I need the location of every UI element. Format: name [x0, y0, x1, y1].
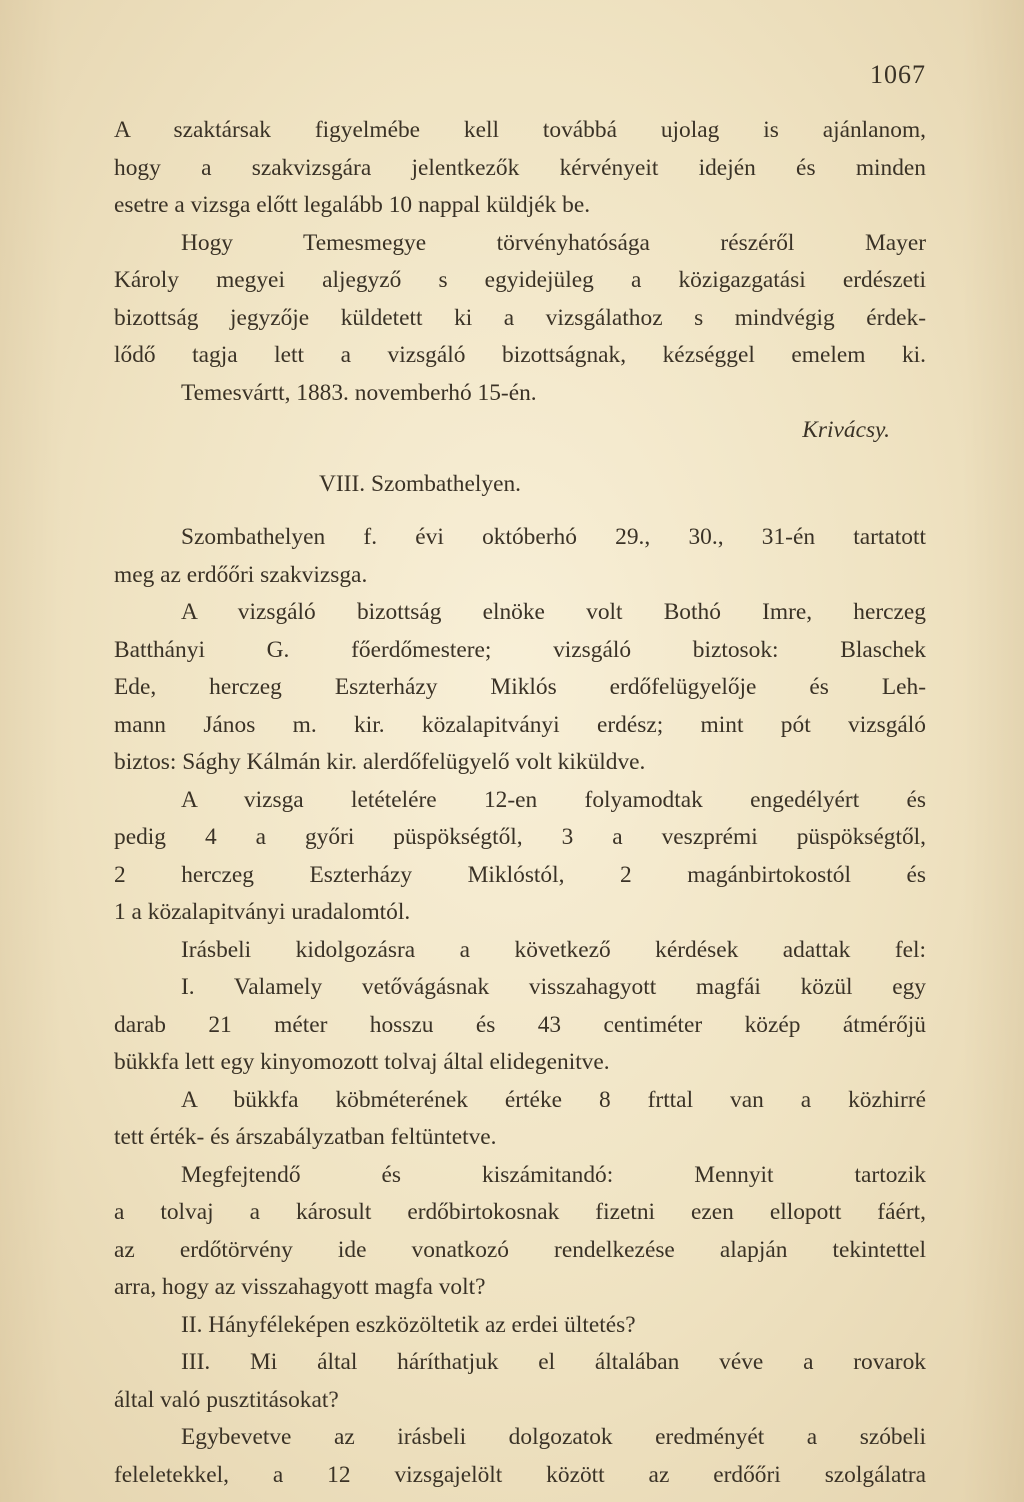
text-line: tett érték- és árszabályzatban feltüntetve. — [114, 1124, 497, 1150]
text-line: által való pusztitásokat? — [114, 1386, 339, 1413]
signature: Krivácsy. — [802, 417, 890, 443]
text-line: A vizsgáló bizottság elnöke volt Bothó Imre, herczeg — [181, 599, 926, 625]
text-line: az erdőtörvény ide vonatkozó rendelkezése alapján tekintettel — [114, 1236, 926, 1263]
text-line: meg az erdőőri szakvizsga. — [114, 561, 368, 588]
spacer — [114, 450, 926, 466]
text-line: pedig 4 a győri püspökségtől, 3 a veszprémi püspökségtől, — [114, 824, 926, 850]
text-line: Hogy Temesmegye törvényhatósága részéről Mayer — [181, 229, 926, 256]
text-line: bizottság jegyzője küldetett ki a vizsgálathoz s mindvégig érdek- — [114, 304, 926, 331]
text-line: esetre a vizsga előtt legalább 10 nappal küldjék be. — [114, 192, 591, 218]
text-line: II. Hányféleképen eszközöltetik az erdei ültetés? — [181, 1311, 636, 1338]
text-line: bükkfa lett egy kinyomozott tolvaj által elidegenitve. — [114, 1049, 610, 1075]
text-line: Károly megyei aljegyző s egyidejüleg a közigazgatási erdészeti — [114, 267, 926, 293]
section-heading — [114, 466, 926, 504]
text-line: darab 21 méter hosszu és 43 centiméter közép átmérőjü — [114, 1011, 926, 1038]
text-line: arra, hogy az visszahagyott magfa volt? — [114, 1274, 486, 1300]
text-line: lődő tagja lett a vizsgáló bizottságnak, kézséggel emelem ki. — [114, 342, 926, 368]
text-line: A bükkfa köbméterének értéke 8 frttal van a közhirré — [181, 1086, 926, 1113]
text-line: feleletekkel, a 12 vizsgajelölt között az erdőőri szolgálatra — [114, 1461, 926, 1488]
text-line: mann János m. kir. közalapitványi erdész; mint pót vizsgáló — [114, 711, 926, 738]
page-number: 1067 — [870, 60, 926, 89]
text-line: Irásbeli kidolgozásra a következő kérdések adattak fel: — [181, 936, 926, 963]
body-text — [114, 112, 926, 1494]
text-line: 2 herczeg Eszterházy Miklóstól, 2 magánbirtokostól és — [114, 861, 926, 888]
text-line: Egybevetve az irásbeli dolgozatok eredményét a szóbeli — [181, 1424, 926, 1450]
text-line: hogy a szakvizsgára jelentkezők kérvényeit idején és minden — [114, 154, 926, 181]
text-line: Megfejtendő és kiszámitandó: Mennyit tartozik — [181, 1161, 926, 1188]
text-line: biztos: Sághy Kálmán kir. alerdőfelügyelő volt kiküldve. — [114, 749, 646, 775]
text-line: Ede, herczeg Eszterházy Miklós erdőfelügyelője és Leh- — [114, 674, 926, 700]
text-line: 1 a közalapitványi uradalomtól. — [114, 899, 411, 925]
spacer — [114, 503, 926, 519]
section-heading-text: VIII. Szombathelyen. — [319, 470, 522, 497]
text-line: III. Mi által háríthatjuk el általában véve a rovarok — [181, 1349, 926, 1375]
text-line: Batthányi G. főerdőmestere; vizsgáló biztosok: Blaschek — [114, 636, 926, 663]
text-line: a tolvaj a károsult erdőbirtokosnak fizetni ezen ellopott fáért, — [114, 1199, 926, 1225]
text-line: I. Valamely vetővágásnak visszahagyott magfái közül egy — [181, 974, 926, 1000]
text-line: Szombathelyen f. évi októberhó 29., 30., 31-én tartatott — [181, 524, 926, 550]
text-line: Temesvártt, 1883. novemberhó 15-én. — [181, 379, 537, 406]
text-line: A szaktársak figyelmébe kell továbbá ujolag is ajánlanom, — [114, 117, 926, 143]
text-line: A vizsga letételére 12-en folyamodtak engedélyért és — [181, 786, 926, 813]
